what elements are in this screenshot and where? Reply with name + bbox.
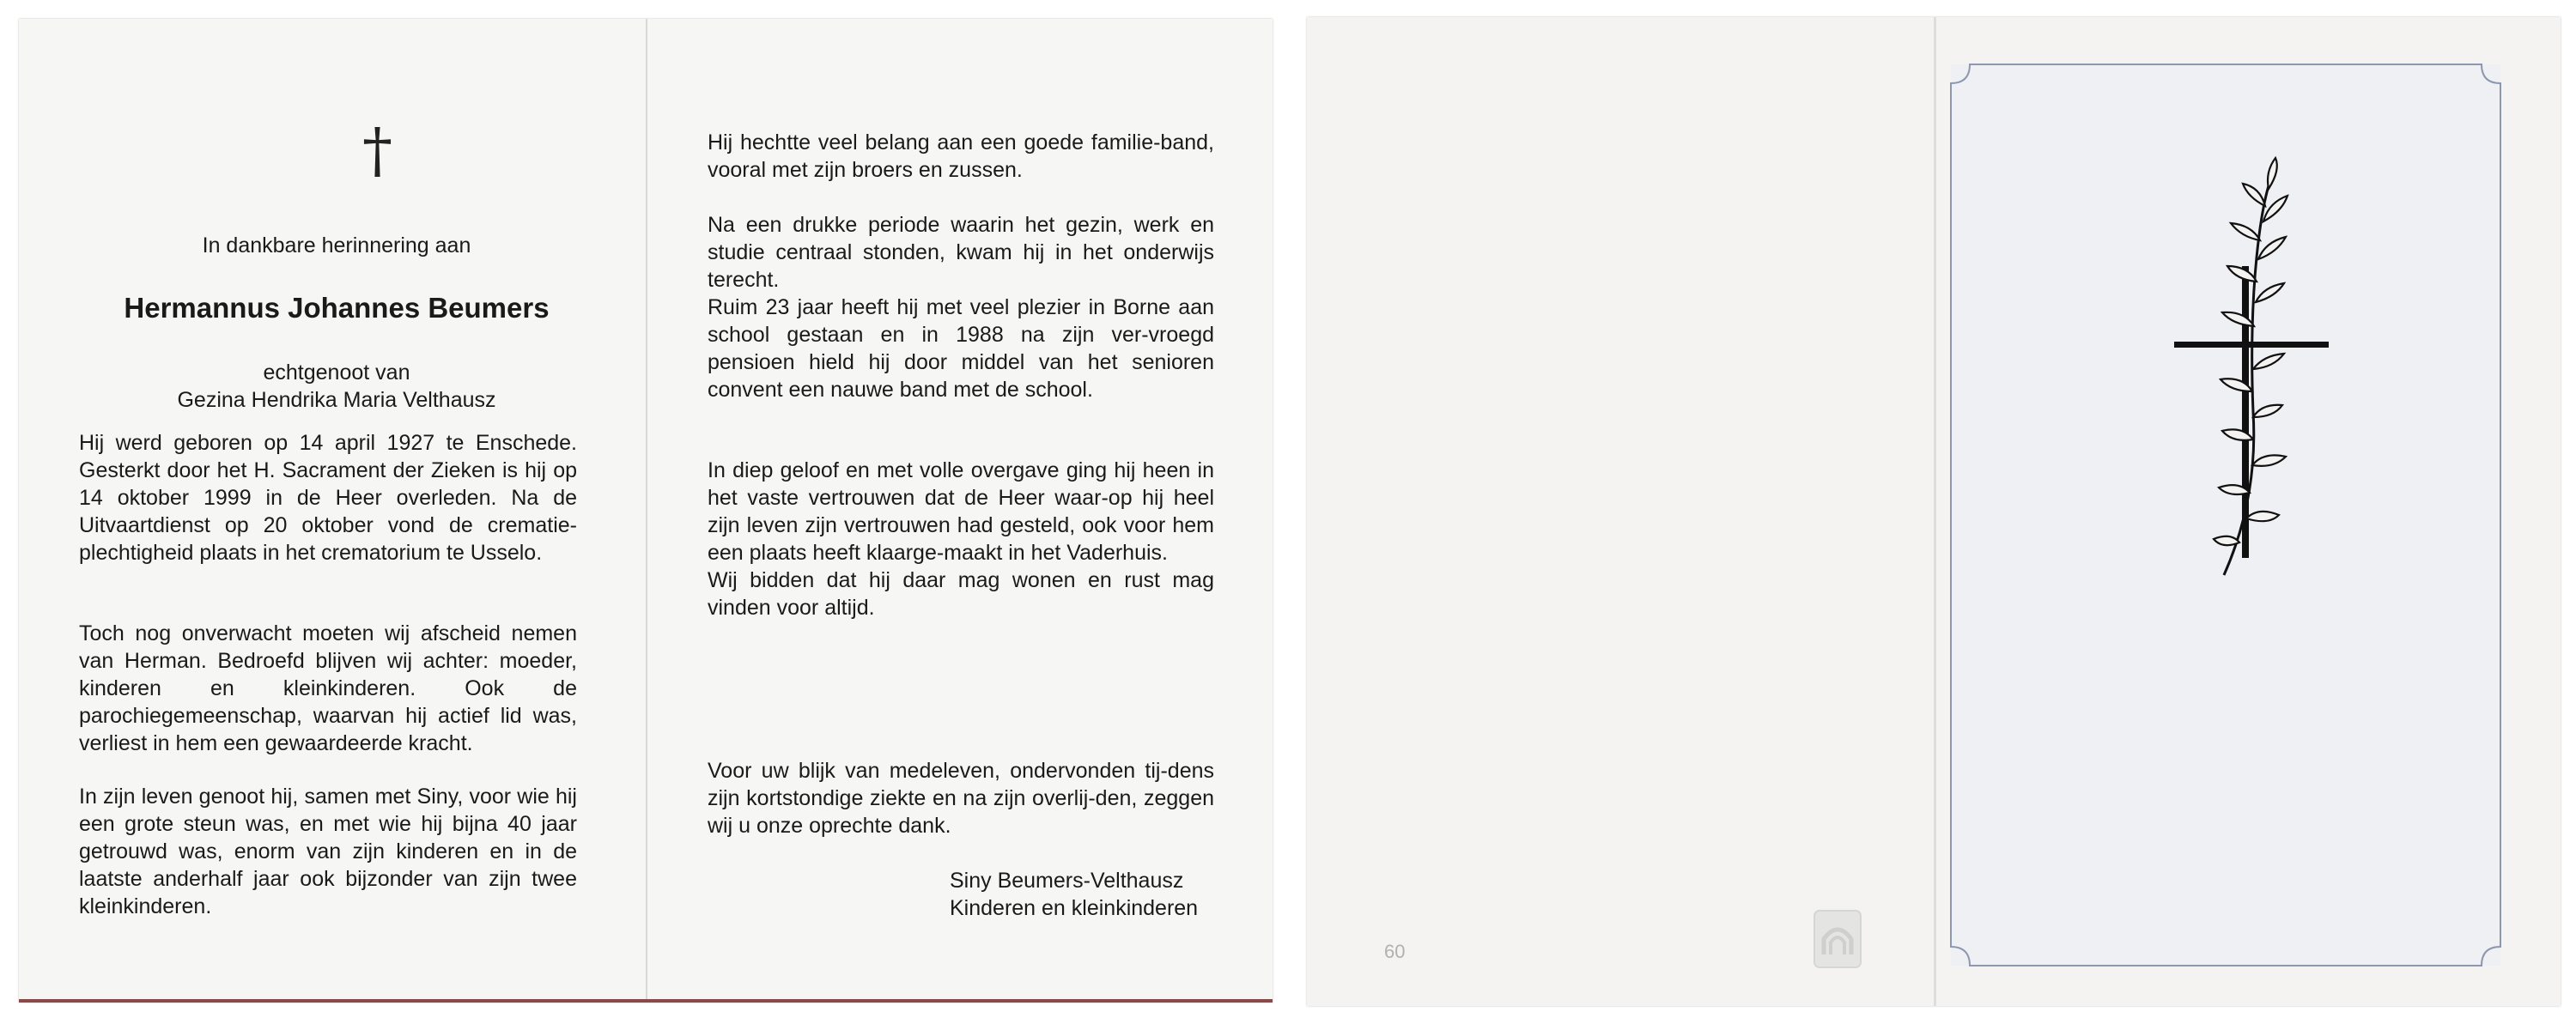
inside-left-page	[79, 19, 577, 1003]
cross-with-laurel-sprig-icon	[2174, 154, 2346, 601]
signature-line-2: Kinderen en kleinkinderen	[950, 896, 1199, 920]
paragraph-career: Na een drukke periode waarin het gezin, werk en studie centraal stonden, kwam hij in het onderwijs terecht. Ruim 23 jaar heeft hij met veel plezier in Borne aan school gestaan en in 1988 na zijn ver-vroegd pensioen hield hij door middel van het senioren convent een nauwe band met de school.	[708, 213, 1214, 402]
cross-icon: †	[362, 115, 392, 185]
card-outside-spread	[1307, 17, 2561, 1006]
paragraph-family-bond: Hij hechtte veel belang aan een goede familie-band, vooral met zijn broers en zussen.	[708, 130, 1214, 182]
center-fold	[646, 19, 647, 999]
signature-line-1: Siny Beumers-Velthausz	[950, 869, 1184, 893]
signature-block	[950, 867, 1216, 922]
card-inside-spread	[19, 19, 1273, 1003]
inside-right-page	[708, 19, 1214, 1003]
paragraph-farewell: Toch nog onverwacht moeten wij afscheid nemen van Herman. Bedroefd blijven wij achter: moeder, kinderen en kleinkinderen. Ook de parochiegemeenschap, waarvan hij actief lid was, verliest in hem een gewaardeerde kracht.	[79, 621, 577, 755]
paragraph-birth-death: Hij werd geboren op 14 april 1927 te Enschede. Gesterkt door het H. Sacrament der Zieken is hij op 14 oktober 1999 in de Heer overleden. Na de Uitvaartdienst op 20 oktober vond de crematie-plechtigheid plaats in het crematorium te Usselo.	[79, 431, 577, 565]
paragraph-family-life: In zijn leven genoot hij, samen met Siny, voor wie hij een grote steun was, en met wie hij bijna 40 jaar getrouwd was, enorm van zijn kinderen en in de laatste anderhalf jaar ook bijzonder van zijn twee kleinkinderen.	[79, 785, 577, 918]
back-page-number: 60	[1384, 941, 1406, 962]
deceased-name: Hermannus Johannes Beumers	[124, 292, 550, 324]
intro-text: In dankbare herinnering aan	[202, 233, 471, 258]
paragraph-faith: In diep geloof en met volle overgave ging hij heen in het vaste vertrouwen dat de Heer waar-op hij heel zijn leven zijn vertrouwen had gesteld, ook voor hem een plaats heeft klaarge-maakt in het Vaderhuis. Wij bidden dat hij daar mag wonen en rust mag vinden voor altijd.	[708, 458, 1214, 620]
paragraph-thanks: Voor uw blijk van medeleven, ondervonden tij-dens zijn kortstondige ziekte en na zijn overlij-den, zeggen wij u onze oprechte dank.	[708, 759, 1214, 838]
cover-frame-border	[1307, 17, 2561, 1006]
spouse-name: Gezina Hendrika Maria Velthausz	[177, 388, 496, 412]
spouse-label: echtgenoot van	[263, 360, 410, 385]
